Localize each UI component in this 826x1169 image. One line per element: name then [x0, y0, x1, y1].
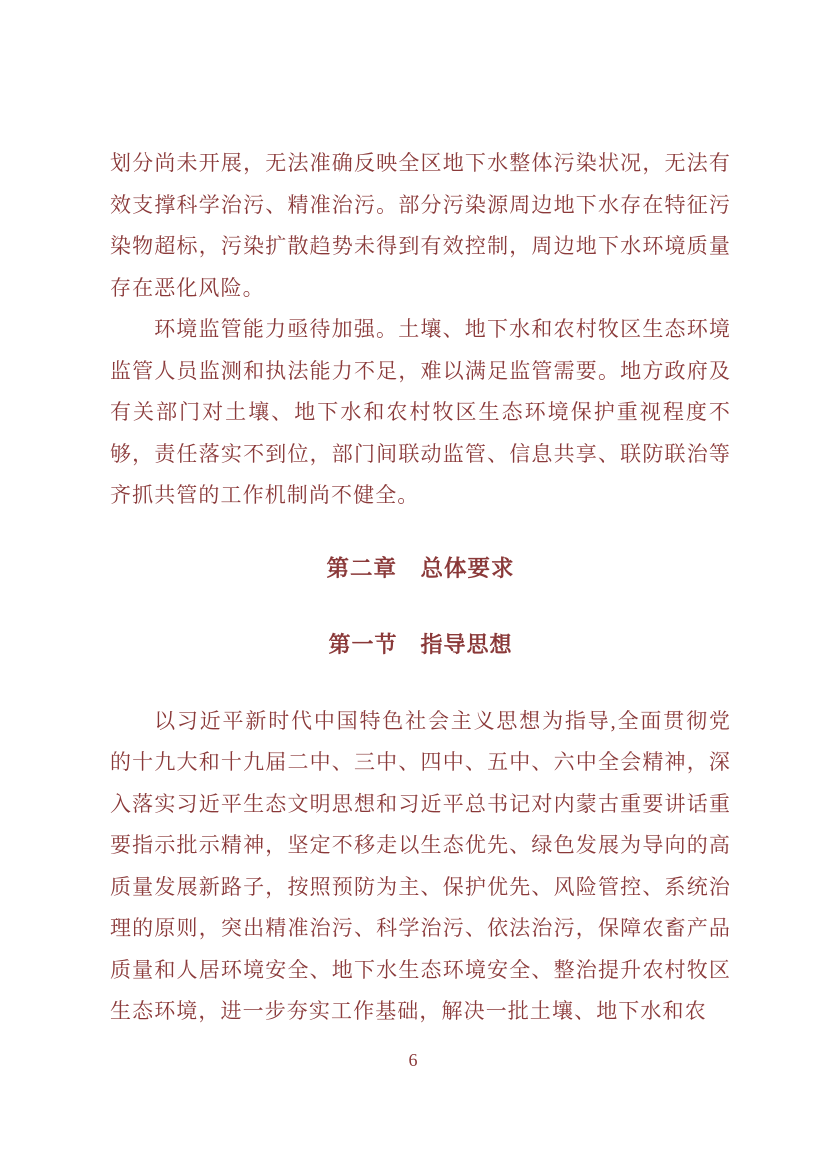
page-content	[110, 143, 731, 1033]
paragraph-supervision-capacity: 环境监管能力亟待加强。土壤、地下水和农村牧区生态环境监管人员监测和执法能力不足，难以满足监管需要。地方政府及有关部门对土壤、地下水和农村牧区生态环境保护重视程度不够，责任落实不到位，部门间联动监管、信息共享、联防联治等齐抓共管的工作机制尚不健全。	[110, 317, 731, 507]
paragraph-guiding-ideology-body: 以习近平新时代中国特色社会主义思想为指导,全面贯彻党的十九大和十九届二中、三中、四中、五中、六中全会精神，深入落实习近平生态文明思想和习近平总书记对内蒙古重要讲话重要指示批示精神，坚定不移走以生态优先、绿色发展为导向的高质量发展新路子，按照预防为主、保护优先、风险管控、系统治理的原则，突出精准治污、科学治污、依法治污，保障农畜产品质量和人居环境安全、地下水生态环境安全、整治提升农村牧区生态环境，进一步夯实工作基础，解决一批土壤、地下水和农	[110, 708, 731, 1023]
paragraph-groundwater-pollution-status: 划分尚未开展，无法准确反映全区地下水整体污染状况，无法有效支撑科学治污、精准治污。部分污染源周边地下水存在特征污染物超标，污染扩散趋势未得到有效控制，周边地下水环境质量存在恶化风险。	[110, 151, 731, 300]
page-number: 6	[408, 1050, 418, 1070]
section-heading-guiding-ideology: 第一节 指导思想	[328, 632, 513, 657]
chapter-heading-overall-requirements: 第二章 总体要求	[326, 555, 515, 581]
